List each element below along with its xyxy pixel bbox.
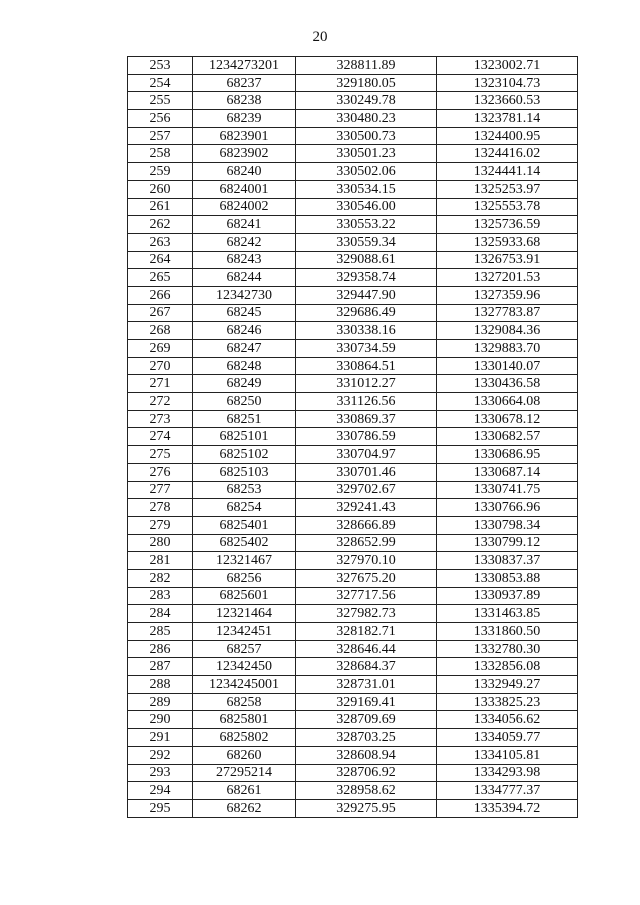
- table-row: [128, 110, 578, 128]
- point-id-cell: 68253: [193, 481, 296, 499]
- point-number-cell: 254: [128, 74, 193, 92]
- y-coordinate-cell: 1323104.73: [437, 74, 578, 92]
- y-coordinate-cell: 1323660.53: [437, 92, 578, 110]
- table-row: [128, 463, 578, 481]
- table-row: [128, 746, 578, 764]
- x-coordinate-cell: 330480.23: [296, 110, 437, 128]
- point-number-cell: 285: [128, 623, 193, 641]
- point-number-cell: 286: [128, 640, 193, 658]
- x-coordinate-cell: 330704.97: [296, 446, 437, 464]
- y-coordinate-cell: 1324400.95: [437, 127, 578, 145]
- table-row: [128, 499, 578, 517]
- point-id-cell: 12342730: [193, 286, 296, 304]
- y-coordinate-cell: 1334056.62: [437, 711, 578, 729]
- x-coordinate-cell: 328706.92: [296, 764, 437, 782]
- point-id-cell: 68245: [193, 304, 296, 322]
- x-coordinate-cell: 330734.59: [296, 340, 437, 358]
- point-number-cell: 295: [128, 799, 193, 817]
- point-id-cell: 68244: [193, 269, 296, 287]
- y-coordinate-cell: 1330741.75: [437, 481, 578, 499]
- y-coordinate-cell: 1335394.72: [437, 799, 578, 817]
- table-row: [128, 74, 578, 92]
- x-coordinate-cell: 327970.10: [296, 552, 437, 570]
- table-row: [128, 516, 578, 534]
- y-coordinate-cell: 1327201.53: [437, 269, 578, 287]
- point-number-cell: 253: [128, 57, 193, 75]
- y-coordinate-cell: 1334105.81: [437, 746, 578, 764]
- x-coordinate-cell: 328684.37: [296, 658, 437, 676]
- point-id-cell: 68239: [193, 110, 296, 128]
- point-id-cell: 27295214: [193, 764, 296, 782]
- y-coordinate-cell: 1330798.34: [437, 516, 578, 534]
- table-row: [128, 552, 578, 570]
- point-id-cell: 12321464: [193, 605, 296, 623]
- table-row: [128, 145, 578, 163]
- table-row: [128, 216, 578, 234]
- point-number-cell: 258: [128, 145, 193, 163]
- point-id-cell: 1234245001: [193, 676, 296, 694]
- point-id-cell: 68237: [193, 74, 296, 92]
- y-coordinate-cell: 1327359.96: [437, 286, 578, 304]
- x-coordinate-cell: 328608.94: [296, 746, 437, 764]
- x-coordinate-cell: 329169.41: [296, 693, 437, 711]
- table-row: [128, 623, 578, 641]
- point-number-cell: 266: [128, 286, 193, 304]
- point-id-cell: 6825802: [193, 729, 296, 747]
- point-number-cell: 290: [128, 711, 193, 729]
- x-coordinate-cell: 330559.34: [296, 233, 437, 251]
- point-number-cell: 275: [128, 446, 193, 464]
- table-row: [128, 587, 578, 605]
- table-row: [128, 57, 578, 75]
- x-coordinate-cell: 329686.49: [296, 304, 437, 322]
- point-id-cell: 68243: [193, 251, 296, 269]
- point-number-cell: 276: [128, 463, 193, 481]
- point-number-cell: 284: [128, 605, 193, 623]
- point-id-cell: 6823902: [193, 145, 296, 163]
- y-coordinate-cell: 1324441.14: [437, 163, 578, 181]
- point-number-cell: 274: [128, 428, 193, 446]
- y-coordinate-cell: 1325253.97: [437, 180, 578, 198]
- x-coordinate-cell: 330701.46: [296, 463, 437, 481]
- point-id-cell: 6825402: [193, 534, 296, 552]
- table-row: [128, 799, 578, 817]
- x-coordinate-cell: 328182.71: [296, 623, 437, 641]
- x-coordinate-cell: 330500.73: [296, 127, 437, 145]
- point-number-cell: 261: [128, 198, 193, 216]
- y-coordinate-cell: 1332780.30: [437, 640, 578, 658]
- point-number-cell: 273: [128, 410, 193, 428]
- y-coordinate-cell: 1330837.37: [437, 552, 578, 570]
- point-id-cell: 68260: [193, 746, 296, 764]
- y-coordinate-cell: 1331860.50: [437, 623, 578, 641]
- table-row: [128, 163, 578, 181]
- table-row: [128, 340, 578, 358]
- point-number-cell: 270: [128, 357, 193, 375]
- point-number-cell: 267: [128, 304, 193, 322]
- y-coordinate-cell: 1326753.91: [437, 251, 578, 269]
- point-id-cell: 68246: [193, 322, 296, 340]
- y-coordinate-cell: 1330687.14: [437, 463, 578, 481]
- point-number-cell: 272: [128, 393, 193, 411]
- y-coordinate-cell: 1323002.71: [437, 57, 578, 75]
- x-coordinate-cell: 328731.01: [296, 676, 437, 694]
- y-coordinate-cell: 1334777.37: [437, 782, 578, 800]
- point-id-cell: 68240: [193, 163, 296, 181]
- point-id-cell: 68256: [193, 569, 296, 587]
- point-number-cell: 292: [128, 746, 193, 764]
- point-id-cell: 1234273201: [193, 57, 296, 75]
- point-id-cell: 6825401: [193, 516, 296, 534]
- point-number-cell: 263: [128, 233, 193, 251]
- point-number-cell: 280: [128, 534, 193, 552]
- point-id-cell: 12321467: [193, 552, 296, 570]
- y-coordinate-cell: 1334293.98: [437, 764, 578, 782]
- y-coordinate-cell: 1325933.68: [437, 233, 578, 251]
- x-coordinate-cell: 328646.44: [296, 640, 437, 658]
- point-id-cell: 12342451: [193, 623, 296, 641]
- point-id-cell: 68238: [193, 92, 296, 110]
- point-id-cell: 6825103: [193, 463, 296, 481]
- x-coordinate-cell: 330502.06: [296, 163, 437, 181]
- point-id-cell: 68249: [193, 375, 296, 393]
- x-coordinate-cell: 329088.61: [296, 251, 437, 269]
- x-coordinate-cell: 329358.74: [296, 269, 437, 287]
- table-row: [128, 198, 578, 216]
- table-row: [128, 393, 578, 411]
- x-coordinate-cell: 330786.59: [296, 428, 437, 446]
- y-coordinate-cell: 1331463.85: [437, 605, 578, 623]
- point-number-cell: 256: [128, 110, 193, 128]
- y-coordinate-cell: 1324416.02: [437, 145, 578, 163]
- table-row: [128, 676, 578, 694]
- point-id-cell: 68257: [193, 640, 296, 658]
- table-row: [128, 269, 578, 287]
- point-id-cell: 6825102: [193, 446, 296, 464]
- y-coordinate-cell: 1330664.08: [437, 393, 578, 411]
- point-number-cell: 257: [128, 127, 193, 145]
- table-row: [128, 322, 578, 340]
- y-coordinate-cell: 1332856.08: [437, 658, 578, 676]
- point-number-cell: 291: [128, 729, 193, 747]
- table-row: [128, 357, 578, 375]
- table-row: [128, 729, 578, 747]
- y-coordinate-cell: 1325736.59: [437, 216, 578, 234]
- y-coordinate-cell: 1329883.70: [437, 340, 578, 358]
- point-number-cell: 260: [128, 180, 193, 198]
- point-id-cell: 68241: [193, 216, 296, 234]
- point-number-cell: 264: [128, 251, 193, 269]
- point-number-cell: 294: [128, 782, 193, 800]
- point-id-cell: 68258: [193, 693, 296, 711]
- x-coordinate-cell: 328958.62: [296, 782, 437, 800]
- point-id-cell: 68242: [193, 233, 296, 251]
- table-row: [128, 569, 578, 587]
- table-row: [128, 286, 578, 304]
- x-coordinate-cell: 330534.15: [296, 180, 437, 198]
- x-coordinate-cell: 328811.89: [296, 57, 437, 75]
- coordinates-table: [127, 56, 578, 818]
- table-row: [128, 711, 578, 729]
- x-coordinate-cell: 330869.37: [296, 410, 437, 428]
- table-row: [128, 233, 578, 251]
- point-number-cell: 281: [128, 552, 193, 570]
- table-row: [128, 764, 578, 782]
- y-coordinate-cell: 1332949.27: [437, 676, 578, 694]
- y-coordinate-cell: 1330766.96: [437, 499, 578, 517]
- point-number-cell: 282: [128, 569, 193, 587]
- table-row: [128, 375, 578, 393]
- table-row: [128, 127, 578, 145]
- table-row: [128, 92, 578, 110]
- point-id-cell: 6825101: [193, 428, 296, 446]
- table-row: [128, 658, 578, 676]
- point-number-cell: 289: [128, 693, 193, 711]
- y-coordinate-cell: 1333825.23: [437, 693, 578, 711]
- x-coordinate-cell: 328703.25: [296, 729, 437, 747]
- x-coordinate-cell: 329702.67: [296, 481, 437, 499]
- point-number-cell: 283: [128, 587, 193, 605]
- table-row: [128, 481, 578, 499]
- x-coordinate-cell: 331126.56: [296, 393, 437, 411]
- x-coordinate-cell: 328709.69: [296, 711, 437, 729]
- point-number-cell: 293: [128, 764, 193, 782]
- x-coordinate-cell: 331012.27: [296, 375, 437, 393]
- point-id-cell: 68262: [193, 799, 296, 817]
- table-row: [128, 605, 578, 623]
- x-coordinate-cell: 329275.95: [296, 799, 437, 817]
- point-number-cell: 277: [128, 481, 193, 499]
- point-id-cell: 68251: [193, 410, 296, 428]
- x-coordinate-cell: 330553.22: [296, 216, 437, 234]
- table-row: [128, 446, 578, 464]
- y-coordinate-cell: 1330937.89: [437, 587, 578, 605]
- point-number-cell: 255: [128, 92, 193, 110]
- y-coordinate-cell: 1330678.12: [437, 410, 578, 428]
- point-number-cell: 271: [128, 375, 193, 393]
- table-row: [128, 640, 578, 658]
- point-number-cell: 287: [128, 658, 193, 676]
- x-coordinate-cell: 328652.99: [296, 534, 437, 552]
- y-coordinate-cell: 1329084.36: [437, 322, 578, 340]
- table-row: [128, 782, 578, 800]
- table-row: [128, 428, 578, 446]
- x-coordinate-cell: 327982.73: [296, 605, 437, 623]
- x-coordinate-cell: 330338.16: [296, 322, 437, 340]
- x-coordinate-cell: 330546.00: [296, 198, 437, 216]
- point-id-cell: 6825601: [193, 587, 296, 605]
- point-number-cell: 288: [128, 676, 193, 694]
- table-row: [128, 304, 578, 322]
- point-number-cell: 259: [128, 163, 193, 181]
- y-coordinate-cell: 1330140.07: [437, 357, 578, 375]
- x-coordinate-cell: 329241.43: [296, 499, 437, 517]
- point-id-cell: 12342450: [193, 658, 296, 676]
- x-coordinate-cell: 330249.78: [296, 92, 437, 110]
- x-coordinate-cell: 328666.89: [296, 516, 437, 534]
- y-coordinate-cell: 1330436.58: [437, 375, 578, 393]
- y-coordinate-cell: 1323781.14: [437, 110, 578, 128]
- y-coordinate-cell: 1334059.77: [437, 729, 578, 747]
- point-id-cell: 68248: [193, 357, 296, 375]
- y-coordinate-cell: 1330686.95: [437, 446, 578, 464]
- point-id-cell: 68261: [193, 782, 296, 800]
- point-number-cell: 268: [128, 322, 193, 340]
- x-coordinate-cell: 330501.23: [296, 145, 437, 163]
- point-id-cell: 68247: [193, 340, 296, 358]
- point-number-cell: 279: [128, 516, 193, 534]
- point-id-cell: 68254: [193, 499, 296, 517]
- point-number-cell: 262: [128, 216, 193, 234]
- x-coordinate-cell: 329447.90: [296, 286, 437, 304]
- x-coordinate-cell: 329180.05: [296, 74, 437, 92]
- y-coordinate-cell: 1330799.12: [437, 534, 578, 552]
- x-coordinate-cell: 330864.51: [296, 357, 437, 375]
- page-number: 20: [312, 29, 328, 45]
- point-id-cell: 6824002: [193, 198, 296, 216]
- table-row: [128, 180, 578, 198]
- x-coordinate-cell: 327675.20: [296, 569, 437, 587]
- point-id-cell: 6824001: [193, 180, 296, 198]
- coordinates-table-body: [128, 57, 578, 818]
- table-row: [128, 410, 578, 428]
- y-coordinate-cell: 1330853.88: [437, 569, 578, 587]
- y-coordinate-cell: 1325553.78: [437, 198, 578, 216]
- table-row: [128, 251, 578, 269]
- table-row: [128, 693, 578, 711]
- y-coordinate-cell: 1327783.87: [437, 304, 578, 322]
- table-row: [128, 534, 578, 552]
- point-id-cell: 68250: [193, 393, 296, 411]
- point-id-cell: 6823901: [193, 127, 296, 145]
- point-id-cell: 6825801: [193, 711, 296, 729]
- point-number-cell: 269: [128, 340, 193, 358]
- y-coordinate-cell: 1330682.57: [437, 428, 578, 446]
- x-coordinate-cell: 327717.56: [296, 587, 437, 605]
- point-number-cell: 278: [128, 499, 193, 517]
- point-number-cell: 265: [128, 269, 193, 287]
